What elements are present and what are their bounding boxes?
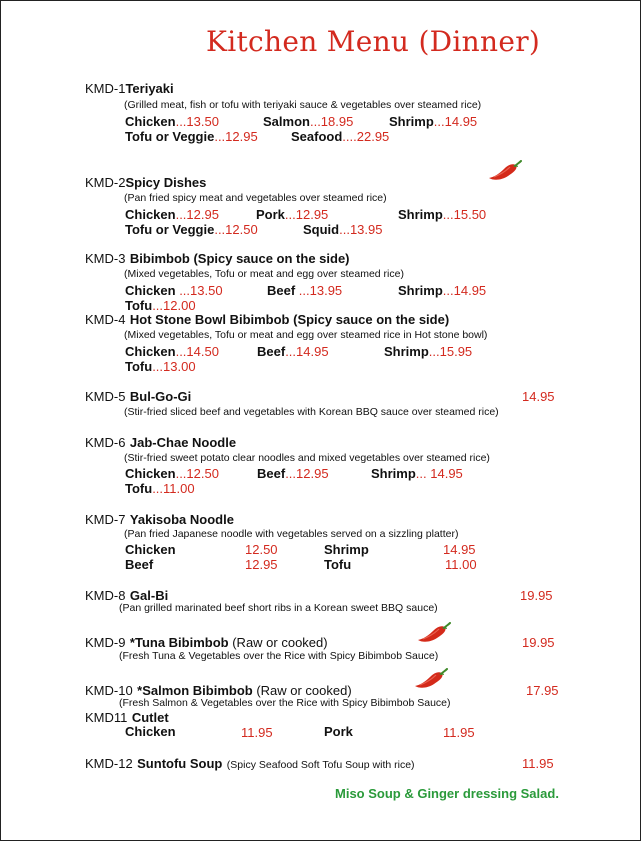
option-price: ...15.95	[428, 344, 473, 359]
item-name: Jab-Chae Noodle	[129, 435, 237, 450]
price-option	[398, 282, 486, 300]
chili-pepper-icon	[417, 622, 451, 644]
option-price: ...12.50	[214, 222, 258, 237]
item-description: (Spicy Seafood Soft Tofu Soup with rice)	[226, 759, 415, 771]
option-label: Shrimp	[324, 542, 369, 557]
price-option	[125, 480, 195, 498]
price-option	[384, 343, 472, 361]
item-name: Hot Stone Bowl Bibimbob (Spicy sauce on the side)	[129, 312, 450, 327]
option-price: ....22.95	[342, 129, 390, 144]
option-label: Tofu	[125, 481, 153, 496]
option-price: ...13.50	[175, 114, 219, 129]
item-name: *Salmon Bibimbob	[137, 683, 253, 698]
option-price: ...13.50	[175, 283, 223, 298]
item-note: (Raw or cooked)	[252, 683, 352, 698]
price-option	[125, 358, 196, 376]
item-description: (Pan fried Japanese noodle with vegetables served on a sizzling platter)	[124, 528, 459, 540]
option-price: ...18.95	[309, 114, 354, 129]
option-label: Chicken	[125, 466, 176, 481]
item-code: KMD-6	[85, 435, 126, 450]
item-code: KMD-12	[85, 756, 133, 771]
item-price: 14.95	[522, 389, 555, 404]
option-price: 11.95	[241, 725, 273, 740]
item-description: (Stir-fried sliced beef and vegetables with Korean BBQ sauce over steamed rice)	[124, 406, 499, 418]
page-title: Kitchen Menu (Dinner)	[206, 25, 541, 58]
option-label: Pork	[256, 207, 285, 222]
option-price: 14.95	[443, 542, 476, 557]
option-price: ...12.50	[175, 466, 219, 481]
option-label: Salmon	[263, 114, 310, 129]
item-code: KMD-2	[85, 175, 126, 190]
price-option	[125, 221, 258, 239]
option-price: ...14.50	[175, 344, 219, 359]
item-description: (Mixed vegetables, Tofu or meat and egg over steamed rice in Hot stone bowl)	[124, 329, 488, 341]
item-name: Bul-Go-Gi	[129, 389, 192, 404]
item-description: (Pan grilled marinated beef short ribs in a Korean sweet BBQ sauce)	[119, 602, 438, 614]
price-option	[291, 128, 389, 146]
option-label: Shrimp	[371, 466, 416, 481]
item-code: KMD-4	[85, 312, 126, 327]
item-name: Cutlet	[131, 710, 169, 725]
price-option	[303, 221, 382, 239]
option-label: Beef	[257, 344, 286, 359]
menu-item-kmd3-heading	[85, 250, 350, 268]
menu-item-kmd12-heading	[85, 755, 415, 773]
option-price: 11.00	[445, 557, 477, 572]
option-label: Shrimp	[398, 283, 443, 298]
option-label: Chicken	[125, 542, 176, 557]
option-price: ...14.95	[442, 283, 487, 298]
item-code: KMD-1	[85, 81, 126, 96]
option-price: ...15.50	[442, 207, 487, 222]
option-price: ...14.95	[433, 114, 478, 129]
item-name: Bibimbob (Spicy sauce on the side)	[129, 251, 350, 266]
option-label: Pork	[324, 724, 353, 739]
item-description: (Fresh Tuna & Vegetables over the Rice with Spicy Bibimbob Sauce)	[119, 650, 439, 662]
option-label: Shrimp	[398, 207, 443, 222]
item-code: KMD-8	[85, 588, 126, 603]
item-name: Suntofu Soup	[137, 756, 223, 771]
option-label: Beef	[267, 283, 296, 298]
option-label: Chicken	[125, 283, 176, 298]
option-label: Shrimp	[384, 344, 429, 359]
item-code: KMD11	[85, 710, 128, 725]
option-price: ...12.95	[175, 207, 219, 222]
price-option	[257, 465, 329, 483]
option-label: Beef	[125, 557, 154, 572]
item-description: (Pan fried spicy meat and vegetables over steamed rice)	[124, 192, 387, 204]
option-price: ...13.95	[295, 283, 343, 298]
option-price: ...12.95	[284, 207, 329, 222]
item-price: 19.95	[520, 588, 553, 603]
price-option	[371, 465, 463, 483]
option-price: 12.95	[245, 557, 278, 572]
menu-item-kmd4-heading	[85, 311, 449, 329]
price-option	[257, 343, 329, 361]
option-price: 11.95	[443, 725, 475, 740]
item-code: KMD-10	[85, 683, 133, 698]
option-label: Beef	[257, 466, 286, 481]
option-label: Chicken	[125, 344, 176, 359]
item-name: Gal-Bi	[129, 588, 169, 603]
chili-pepper-icon	[414, 668, 448, 690]
item-description: (Grilled meat, fish or tofu with teriyaki sauce & vegetables over steamed rice)	[124, 99, 482, 111]
option-price: ...13.95	[339, 222, 383, 237]
menu-item-kmd7-heading	[85, 511, 234, 529]
option-label: Chicken	[125, 114, 176, 129]
option-price: ...12.95	[214, 129, 258, 144]
option-price: ...13.00	[152, 359, 196, 374]
item-name: Yakisoba Noodle	[129, 512, 234, 527]
option-label: Chicken	[125, 724, 176, 739]
item-description: (Mixed vegetables, Tofu or meat and egg over steamed rice)	[124, 268, 404, 280]
item-price: 11.95	[522, 756, 554, 771]
item-description: (Fresh Salmon & Vegetables over the Rice with Spicy Bibimbob Sauce)	[119, 697, 451, 709]
item-code: KMD-3	[85, 251, 126, 266]
chili-pepper-icon	[488, 160, 522, 182]
option-label: Squid	[303, 222, 340, 237]
menu-item-kmd2-heading	[85, 174, 206, 192]
option-label: Chicken	[125, 207, 176, 222]
option-label: Tofu	[125, 359, 153, 374]
item-price: 19.95	[522, 635, 555, 650]
option-label: Seafood	[291, 129, 343, 144]
option-label: Tofu or Veggie	[125, 129, 215, 144]
item-code: KMD-9	[85, 635, 126, 650]
footer-note: Miso Soup & Ginger dressing Salad.	[335, 786, 559, 801]
item-name: *Tuna Bibimbob	[129, 635, 229, 650]
price-option	[389, 113, 477, 131]
option-price: ...14.95	[285, 344, 329, 359]
item-price: 17.95	[526, 683, 559, 698]
option-label: Shrimp	[389, 114, 434, 129]
item-description: (Stir-fried sweet potato clear noodles and mixed vegetables over steamed rice)	[124, 452, 490, 464]
menu-item-kmd1-heading	[85, 80, 174, 98]
price-option	[267, 282, 342, 300]
option-price: ...11.00	[152, 481, 195, 496]
option-price: ... 14.95	[415, 466, 463, 481]
menu-item-kmd5-heading	[85, 388, 191, 406]
item-note: (Raw or cooked)	[228, 635, 328, 650]
option-label: Tofu	[324, 557, 352, 572]
price-option	[125, 128, 258, 146]
option-price: 12.50	[245, 542, 278, 557]
option-label: Tofu	[125, 298, 153, 313]
item-code: KMD-7	[85, 512, 126, 527]
menu-item-kmd6-heading	[85, 434, 236, 452]
option-price: ...12.95	[285, 466, 329, 481]
item-code: KMD-5	[85, 389, 126, 404]
item-name: Spicy Dishes	[125, 175, 207, 190]
option-price: ...12.00	[152, 298, 196, 313]
option-label: Tofu or Veggie	[125, 222, 215, 237]
price-option	[398, 206, 486, 224]
item-name: Teriyaki	[125, 81, 174, 96]
